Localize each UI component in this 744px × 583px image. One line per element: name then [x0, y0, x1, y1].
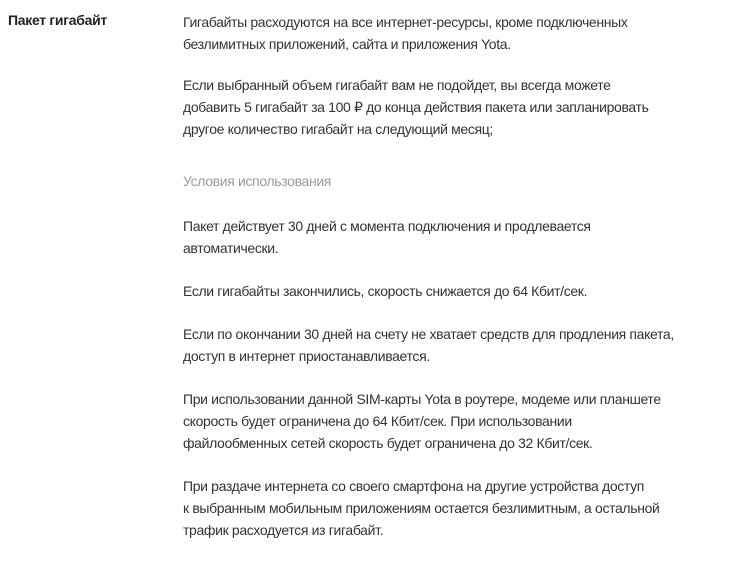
text-line: При раздаче интернета со своего смартфона на другие устройства доступ	[183, 478, 645, 494]
text-line: файлообменных сетей скорость будет ограничена до 32 Кбит/сек.	[183, 435, 593, 451]
section-content	[183, 11, 743, 562]
text-line: доступ в интернет приостанавливается.	[183, 348, 430, 364]
paragraph-suspension	[183, 323, 743, 367]
paragraph-consumption	[183, 11, 743, 55]
section-label: Пакет гигабайт	[8, 12, 107, 28]
text-line: трафик расходуется из гигабайт.	[183, 522, 384, 538]
paragraph-add-gigabytes	[183, 74, 743, 140]
terms-heading	[183, 170, 743, 192]
text-line: Если гигабайты закончились, скорость снижается до 64 Кбит/сек.	[183, 283, 588, 299]
text-line: Пакет действует 30 дней с момента подключения и продлевается	[183, 218, 591, 234]
paragraph-validity	[183, 215, 743, 259]
paragraph-speed-limit	[183, 280, 743, 302]
paragraph-tethering	[183, 475, 743, 541]
text-line: к выбранным мобильным приложениям остается безлимитным, а остальной	[183, 500, 660, 516]
text-line: При использовании данной SIM-карты Yota в роутере, модеме или планшете	[183, 391, 661, 407]
text-line: автоматически.	[183, 240, 279, 256]
text-line: Если выбранный объем гигабайт вам не подойдет, вы всегда можете	[183, 77, 611, 93]
text-line: Гигабайты расходуются на все интернет-ресурсы, кроме подключенных	[183, 14, 628, 30]
text-line: другое количество гигабайт на следующий месяц;	[183, 121, 493, 137]
text-line: Условия использования	[183, 173, 332, 189]
paragraph-router-usage	[183, 388, 743, 454]
text-line: Если по окончании 30 дней на счету не хватает средств для продления пакета,	[183, 326, 674, 342]
text-line: скорость будет ограничена до 64 Кбит/сек. При использовании	[183, 413, 572, 429]
text-line: добавить 5 гигабайт за 100 ₽ до конца действия пакета или запланировать	[183, 99, 649, 115]
text-line: безлимитных приложений, сайта и приложения Yota.	[183, 36, 511, 52]
